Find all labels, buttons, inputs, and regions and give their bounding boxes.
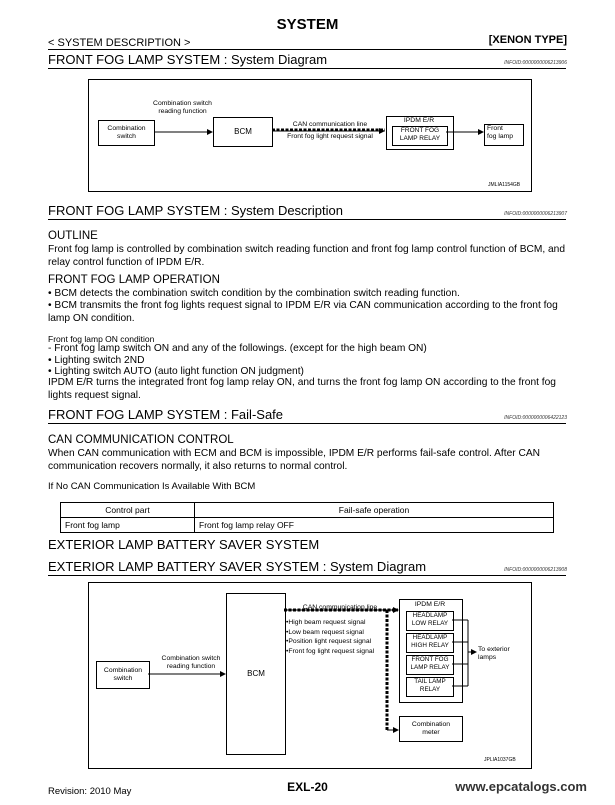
table-row [61, 518, 554, 533]
divider [48, 423, 566, 424]
cond-heading: Front fog lamp ON condition [48, 334, 155, 344]
page-number: EXL-20 [287, 780, 328, 794]
sec4-title: EXTERIOR LAMP BATTERY SAVER SYSTEM [48, 537, 320, 552]
saver-relay-fog: FRONT FOG LAMP RELAY [406, 655, 454, 675]
sec5-title: EXTERIOR LAMP BATTERY SAVER SYSTEM : System Diagram [48, 559, 427, 574]
saver-diagram-lines [88, 582, 530, 767]
divider [48, 219, 566, 220]
diagram-ipdm-label: IPDM E/R [403, 117, 435, 124]
revision: Revision: 2010 May [48, 786, 132, 797]
diagram-front-fog-lamp: Front fog lamp [484, 124, 524, 146]
watermark: www.epcatalogs.com [455, 779, 587, 794]
ipdm-text: IPDM E/R turns the integrated front fog lamp relay ON, and turns the front fog lamp ON according to the front fog lights request signal. [48, 377, 556, 401]
op-heading: FRONT FOG LAMP OPERATION [48, 274, 220, 286]
fog-diagram-lines [88, 79, 530, 190]
saver-relay-tail: TAIL LAMP RELAY [406, 677, 454, 697]
saver-combination-switch: Combination switch [96, 661, 150, 689]
divider [48, 68, 566, 69]
sec2-title: FRONT FOG LAMP SYSTEM : System Description [48, 203, 343, 218]
saver-bcm: BCM [226, 593, 286, 755]
can-text: When CAN communication with ECM and BCM is impossible, IPDM E/R performs fail-safe control. After CAN communication recovers normally, it also returns to normal control. [48, 448, 540, 472]
type-tag: [XENON TYPE] [488, 34, 567, 46]
diagram-front-fog-relay: FRONT FOG LAMP RELAY [392, 126, 448, 146]
nocan-heading: If No CAN Communication Is Available With BCM [48, 481, 256, 492]
diagram-can-line: CAN communication line [292, 121, 368, 128]
saver-can-line: CAN communication line [302, 604, 378, 611]
cond-3: • Lighting switch AUTO (auto light function ON judgment) [48, 366, 304, 377]
diagram-request-signal: Front fog light request signal [287, 133, 373, 140]
table-cell: Front fog lamp [61, 518, 195, 533]
diagram-combination-switch: Combination switch [98, 120, 155, 146]
sec3-title: FRONT FOG LAMP SYSTEM : Fail-Safe [48, 407, 284, 422]
table-header-row [61, 503, 554, 518]
sec1-info: INFOID:0000000006213906 [504, 60, 567, 66]
saver-relay-high: HEADLAMP HIGH RELAY [406, 633, 454, 653]
diagram-bcm: BCM [213, 117, 273, 147]
page-title: SYSTEM [276, 16, 339, 33]
saver-meter: Combination meter [399, 716, 463, 742]
sec3-info: INFOID:0000000006422123 [504, 415, 567, 421]
op-bullet-2: • BCM transmits the front fog lights request signal to IPDM E/R via CAN communication according to the front fog lamp ON condition. [48, 300, 558, 324]
table-header-cell: Control part [61, 503, 195, 518]
cond-2: • Lighting switch 2ND [48, 355, 145, 366]
outline-text: Front fog lamp is controlled by combination switch reading function and front fog lamp control function of BCM, and relay control function of IPDM E/R. [48, 244, 566, 268]
saver-reading-function: Combination switch reading function [161, 655, 221, 670]
saver-signals: •High beam request signal •Low beam request signal •Position light request signal •Front fog light request signal [286, 619, 375, 655]
sec2-info: INFOID:0000000006213907 [504, 211, 567, 217]
breadcrumb: < SYSTEM DESCRIPTION > [48, 37, 191, 49]
table-header-cell: Fail-safe operation [195, 503, 554, 518]
cond-1: - Front fog lamp switch ON and any of the followings. (except for the high beam ON) [48, 343, 427, 354]
op-bullet-1: • BCM detects the combination switch condition by the combination switch reading function. [48, 288, 460, 299]
sec1-title: FRONT FOG LAMP SYSTEM : System Diagram [48, 52, 328, 67]
failsafe-table [60, 502, 554, 533]
divider [48, 49, 566, 50]
saver-to-exterior: To exterior lamps [478, 646, 510, 661]
sec5-info: INFOID:0000000006213908 [504, 567, 567, 573]
divider [48, 575, 566, 576]
can-heading: CAN COMMUNICATION CONTROL [48, 434, 234, 446]
diagram-reading-function: Combination switch reading function [153, 100, 212, 115]
table-cell: Front fog lamp relay OFF [195, 518, 554, 533]
saver-relay-low: HEADLAMP LOW RELAY [406, 611, 454, 631]
saver-ipdm-label: IPDM E/R [414, 601, 446, 608]
fig-id: JPLIA1037GB [484, 757, 516, 763]
fig-id: JMLIA1154GB [488, 182, 521, 188]
outline-heading: OUTLINE [48, 230, 98, 242]
